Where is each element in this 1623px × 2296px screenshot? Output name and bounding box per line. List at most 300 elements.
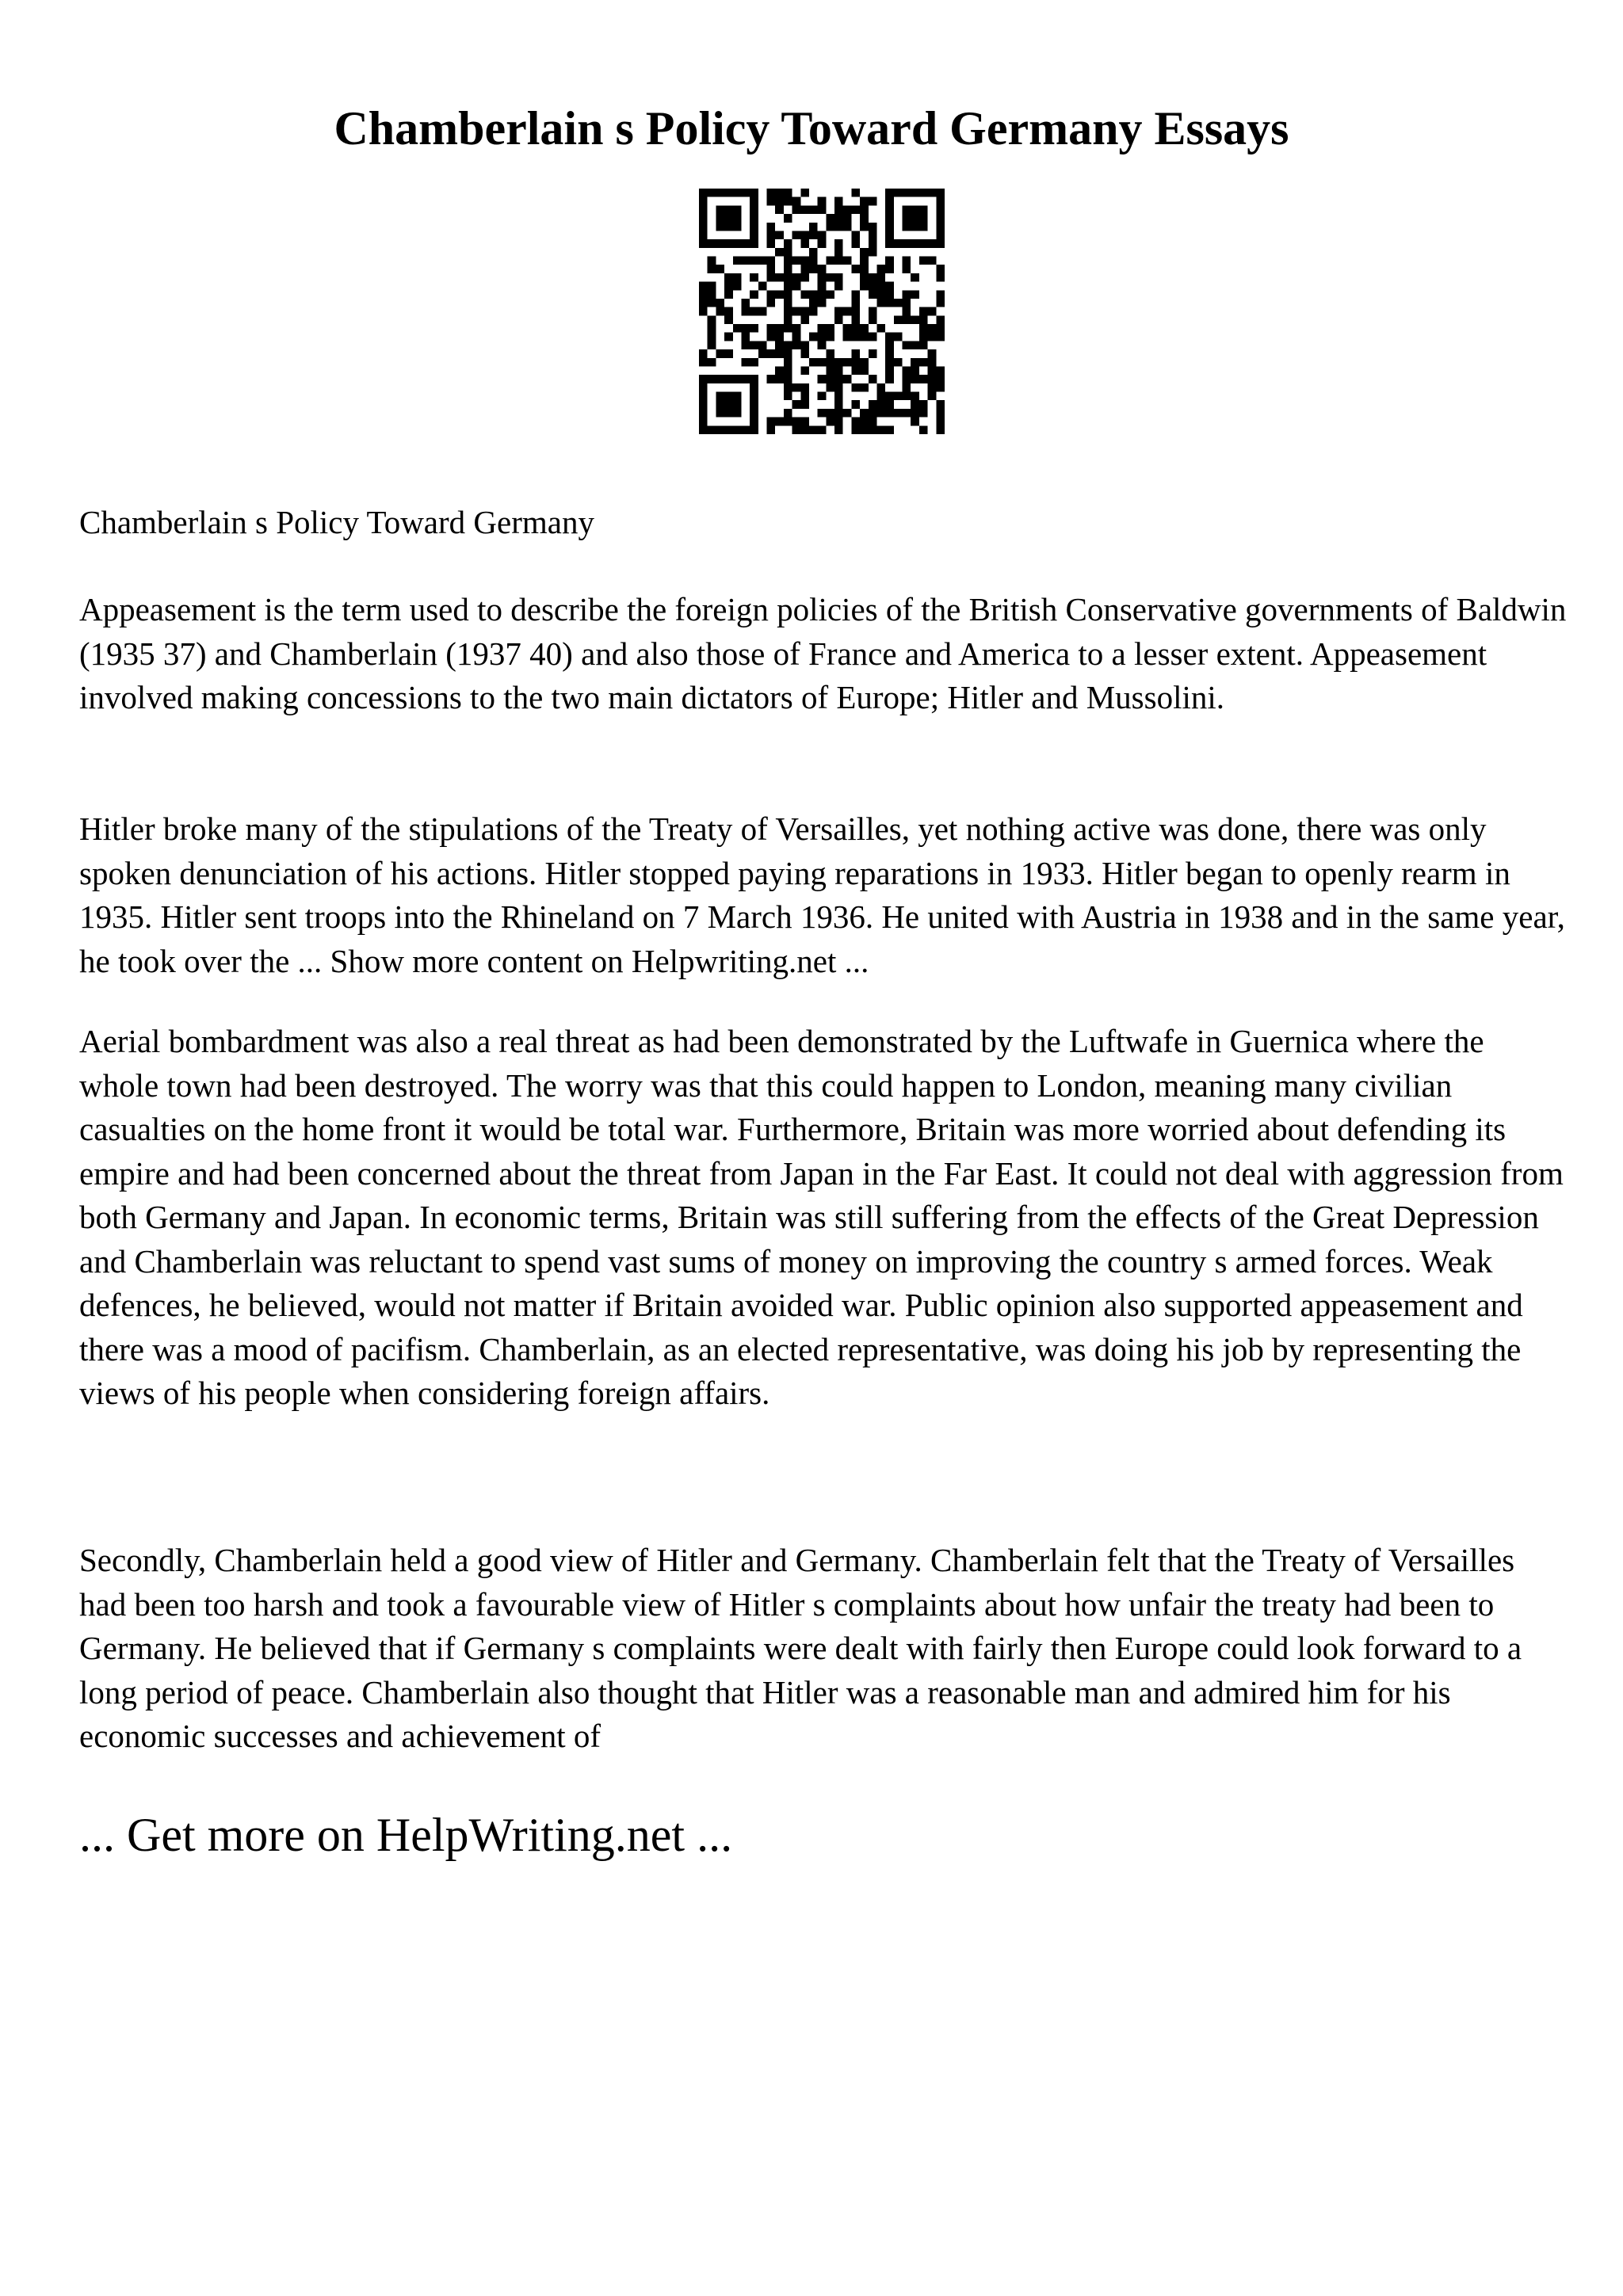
qr-module [767,265,776,273]
qr-module [809,231,818,239]
qr-module [826,358,834,367]
qr-module [708,315,716,324]
qr-module [699,214,708,223]
qr-module [767,324,776,333]
qr-module [860,409,869,418]
qr-module [919,307,928,316]
qr-module [775,333,784,341]
qr-module [834,315,843,324]
qr-module [716,425,724,434]
qr-module [809,333,818,341]
qr-module [869,223,877,231]
qr-module [876,299,885,307]
qr-module [843,223,852,231]
qr-module [792,418,801,426]
qr-module [876,409,885,418]
qr-module [784,239,792,248]
qr-module [869,282,877,291]
qr-module [792,197,801,206]
qr-module [784,282,792,291]
qr-module [708,257,716,265]
qr-module [818,205,827,214]
qr-module [834,307,843,316]
qr-module [851,418,860,426]
qr-module [724,189,733,197]
qr-module [699,358,708,367]
qr-module [834,239,843,248]
qr-module [750,358,758,367]
qr-module [767,418,776,426]
qr-module [936,223,945,231]
qr-module [826,375,834,383]
qr-module [911,366,919,375]
qr-code-icon [699,189,945,434]
qr-module [869,409,877,418]
qr-module [869,400,877,409]
qr-module [809,257,818,265]
qr-module [911,239,919,248]
qr-module [784,299,792,307]
qr-module [876,265,885,273]
qr-module [860,425,869,434]
qr-module [784,324,792,333]
qr-module [699,282,708,291]
qr-module [800,239,809,248]
qr-module [708,239,716,248]
qr-module [834,205,843,214]
qr-module [903,409,911,418]
qr-module [809,205,818,214]
qr-module [903,307,911,316]
qr-module [894,315,903,324]
qr-module [885,400,894,409]
qr-module [911,418,919,426]
qr-module [936,197,945,206]
qr-module [733,409,742,418]
qr-module [750,189,758,197]
qr-module [750,341,758,349]
qr-module [919,324,928,333]
get-more-link[interactable]: ... Get more on HelpWriting.net ... [79,1809,733,1861]
qr-module [851,324,860,333]
qr-module [869,315,877,324]
qr-module [784,189,792,197]
qr-module [843,375,852,383]
qr-module [750,197,758,206]
qr-module [775,349,784,358]
qr-module [885,265,894,273]
qr-module [716,239,724,248]
qr-module [834,392,843,401]
qr-module [936,273,945,282]
qr-module [860,282,869,291]
qr-module [869,375,877,383]
qr-module [792,282,801,291]
qr-module [876,392,885,401]
qr-module [724,409,733,418]
qr-module [708,333,716,341]
qr-module [834,400,843,409]
qr-module [758,282,767,291]
qr-module [885,392,894,401]
qr-module [834,214,843,223]
qr-module [767,349,776,358]
qr-module [834,409,843,418]
qr-module [876,400,885,409]
qr-module [784,214,792,223]
qr-module [860,418,869,426]
qr-module [834,375,843,383]
qr-module [860,273,869,282]
qr-module [800,349,809,358]
qr-module [885,375,894,383]
qr-module [775,324,784,333]
qr-module [792,425,801,434]
qr-module [784,257,792,265]
qr-module [724,205,733,214]
qr-module [826,383,834,392]
qr-module [699,307,708,316]
qr-module [775,205,784,214]
qr-module [750,231,758,239]
qr-module [699,205,708,214]
qr-module [724,392,733,401]
qr-module [724,273,733,282]
qr-module [936,418,945,426]
qr-module [741,307,750,316]
qr-module [843,205,852,214]
qr-module [851,189,860,197]
qr-module [826,349,834,358]
qr-module [919,189,928,197]
qr-module [708,299,716,307]
qr-module [818,333,827,341]
qr-module [775,189,784,197]
qr-module [716,223,724,231]
qr-module [784,341,792,349]
qr-module [860,257,869,265]
qr-module [792,341,801,349]
qr-module [818,231,827,239]
qr-module [869,197,877,206]
qr-module [724,375,733,383]
qr-module [784,358,792,367]
qr-module [876,383,885,392]
qr-module [936,290,945,299]
qr-module [818,299,827,307]
qr-module [834,358,843,367]
qr-module [733,205,742,214]
qr-module [716,299,724,307]
qr-module [869,425,877,434]
qr-module [876,324,885,333]
qr-module [733,214,742,223]
qr-module [903,366,911,375]
qr-module [716,205,724,214]
qr-module [818,282,827,291]
qr-module [885,223,894,231]
qr-module [699,197,708,206]
qr-module [733,282,742,291]
qr-module [919,358,928,367]
qr-module [741,299,750,307]
qr-module [800,315,809,324]
qr-module [919,214,928,223]
qr-module [869,248,877,257]
qr-module [903,265,911,273]
qr-module [903,214,911,223]
qr-module [809,425,818,434]
qr-module [936,333,945,341]
qr-module [834,425,843,434]
qr-module [928,324,937,333]
qr-module [818,324,827,333]
qr-module [885,205,894,214]
qr-module [724,349,733,358]
qr-module [784,290,792,299]
qr-module [894,333,903,341]
qr-module [733,239,742,248]
qr-module [876,282,885,291]
qr-module [733,273,742,282]
qr-module [716,189,724,197]
qr-module [741,358,750,367]
qr-module [936,366,945,375]
qr-module [885,366,894,375]
qr-module [767,257,776,265]
qr-module [750,205,758,214]
qr-module [741,324,750,333]
qr-module [903,375,911,383]
qr-module [876,425,885,434]
qr-module [826,290,834,299]
qr-module [818,409,827,418]
qr-module [699,418,708,426]
qr-module [750,392,758,401]
qr-module [936,400,945,409]
qr-module [911,273,919,282]
qr-module [733,189,742,197]
qr-module [834,366,843,375]
qr-module [936,409,945,418]
qr-module [724,239,733,248]
qr-module [911,189,919,197]
qr-module [767,299,776,307]
qr-module [860,205,869,214]
qr-module [767,273,776,282]
qr-module [903,290,911,299]
qr-module [750,375,758,383]
qr-module [894,392,903,401]
qr-module [834,197,843,206]
qr-module [876,273,885,282]
qr-module [851,383,860,392]
qr-module [928,257,937,265]
qr-module [885,290,894,299]
qr-module [716,214,724,223]
qr-module [869,333,877,341]
qr-module [936,324,945,333]
qr-module [936,383,945,392]
qr-module [826,273,834,282]
qr-module [885,214,894,223]
qr-module [860,358,869,367]
qr-module [928,239,937,248]
qr-module [708,425,716,434]
qr-module [800,257,809,265]
qr-module [928,189,937,197]
qr-module [928,307,937,316]
qr-module [792,400,801,409]
qr-module [724,214,733,223]
qr-module [869,239,877,248]
qr-module [784,409,792,418]
qr-module [699,189,708,197]
qr-module [733,223,742,231]
qr-module [708,341,716,349]
qr-module [928,392,937,401]
qr-module [894,239,903,248]
qr-module [784,197,792,206]
qr-module [792,307,801,316]
qr-module [885,358,894,367]
qr-module [834,273,843,282]
qr-module [843,358,852,367]
qr-module [885,257,894,265]
qr-module [869,349,877,358]
qr-module [733,425,742,434]
qr-module [911,358,919,367]
qr-module [936,315,945,324]
qr-module [767,223,776,231]
qr-module [792,273,801,282]
qr-module [724,223,733,231]
qr-module [860,333,869,341]
qr-module [826,418,834,426]
qr-module [818,425,827,434]
qr-module [741,257,750,265]
qr-module [733,257,742,265]
qr-module [784,366,792,375]
qr-module [936,214,945,223]
qr-module [741,425,750,434]
qr-module [851,333,860,341]
qr-module [903,315,911,324]
qr-module [928,366,937,375]
qr-module [724,333,733,341]
qr-module [834,418,843,426]
qr-module [724,425,733,434]
qr-module [885,231,894,239]
qr-module [716,375,724,383]
qr-module [851,231,860,239]
qr-module [903,205,911,214]
qr-module [936,375,945,383]
qr-module [936,299,945,307]
qr-module [724,290,733,299]
qr-module [903,189,911,197]
qr-module [911,400,919,409]
qr-module [767,290,776,299]
qr-module [818,265,827,273]
qr-module [818,375,827,383]
qr-module [851,307,860,316]
qr-module [775,375,784,383]
qr-module [911,341,919,349]
qr-module [818,341,827,349]
qr-module [919,341,928,349]
qr-module [792,383,801,392]
qr-module [708,324,716,333]
qr-module [699,383,708,392]
qr-module [750,307,758,316]
qr-module [851,205,860,214]
paragraph: Secondly, Chamberlain held a good view of Hitler and Germany. Chamberlain felt that the Treaty of Versailles had been too harsh and took a favourable view of Hitler s complaints about how unfair the treaty had been to Germany. He believed that if Germany s complaints were dealt with fairly then Europe could look forward to a long period of peace. Chamberlain also thought that Hitler was a reasonable man and admired him for his economic successes and achievement of [79,1542,1522,1754]
qr-module [885,341,894,349]
qr-module [919,375,928,383]
qr-module [860,383,869,392]
qr-module [750,223,758,231]
qr-module [716,307,724,316]
qr-module [792,257,801,265]
qr-module [809,265,818,273]
qr-module [800,392,809,401]
qr-module [741,189,750,197]
qr-module [784,392,792,401]
qr-module [800,307,809,316]
qr-module [885,409,894,418]
qr-module [919,400,928,409]
qr-module [800,383,809,392]
qr-module [775,290,784,299]
qr-module [767,239,776,248]
qr-module [800,273,809,282]
qr-module [928,358,937,367]
qr-module [919,409,928,418]
qr-module [699,409,708,418]
qr-module [699,239,708,248]
qr-module [818,358,827,367]
qr-module [750,257,758,265]
qr-module [750,273,758,282]
qr-module [699,290,708,299]
document-subtitle: Chamberlain s Policy Toward Germany [79,504,594,540]
qr-module [716,400,724,409]
qr-module [750,214,758,223]
qr-module [876,290,885,299]
qr-module [767,197,776,206]
qr-module [708,290,716,299]
qr-module [792,205,801,214]
qr-module [767,189,776,197]
qr-module [800,231,809,239]
qr-module [784,273,792,282]
qr-module [741,239,750,248]
qr-module [784,375,792,383]
qr-module [800,418,809,426]
qr-module [775,273,784,282]
qr-module [851,358,860,367]
qr-module [851,349,860,358]
qr-module [843,257,852,265]
qr-module [894,409,903,418]
qr-module [826,257,834,265]
qr-module [826,324,834,333]
qr-module [818,197,827,206]
qr-module [708,358,716,367]
qr-module [724,400,733,409]
qr-module [800,366,809,375]
